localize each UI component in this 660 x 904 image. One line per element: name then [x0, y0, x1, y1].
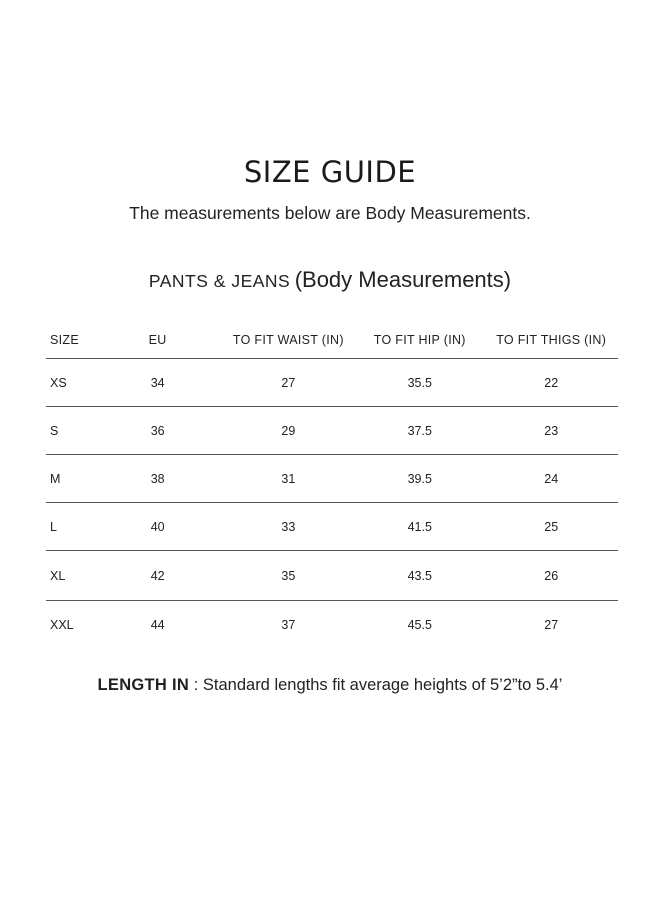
column-header-waist: TO FIT WAIST (IN)	[222, 322, 356, 359]
column-header-eu: EU	[94, 322, 222, 359]
table-row	[46, 551, 618, 601]
cell-size: M	[46, 455, 94, 503]
cell-thighs: 26	[484, 551, 618, 601]
cell-size: L	[46, 503, 94, 551]
cell-size: XXL	[50, 617, 74, 632]
length-note-label: LENGTH IN	[97, 676, 190, 694]
cell-waist: 27	[222, 359, 356, 407]
table-row	[46, 503, 618, 551]
column-header-thighs: TO FIT THIGS (IN)	[484, 322, 618, 359]
cell-thighs: 22	[484, 359, 618, 407]
cell-eu: 40	[94, 503, 222, 551]
cell-waist: 35	[222, 551, 356, 601]
table-row	[46, 601, 618, 649]
cell-hip: 35.5	[355, 359, 484, 407]
cell-hip: 41.5	[355, 503, 484, 551]
cell-waist: 33	[222, 503, 356, 551]
cell-size: S	[46, 407, 94, 455]
cell-hip: 39.5	[355, 455, 484, 503]
cell-eu: 34	[94, 359, 222, 407]
cell-size: XS	[46, 359, 94, 407]
cell-hip: 37.5	[355, 407, 484, 455]
table-header-row	[46, 322, 618, 359]
length-note	[0, 672, 660, 698]
column-header-size: SIZE	[46, 322, 94, 359]
cell-hip: 45.5	[407, 617, 432, 632]
size-table	[46, 322, 618, 649]
section-title	[0, 264, 660, 299]
cell-eu: 42	[94, 551, 222, 601]
table-row	[46, 359, 618, 407]
length-note-text: : Standard lengths fit average heights of 5’2”to 5.4’	[189, 676, 563, 694]
cell-thighs: 23	[484, 407, 618, 455]
table-row	[46, 455, 618, 503]
cell-eu: 36	[94, 407, 222, 455]
cell-thighs: 24	[484, 455, 618, 503]
cell-thighs: 25	[484, 503, 618, 551]
page-subtitle: The measurements below are Body Measurements.	[129, 203, 531, 223]
cell-waist: 29	[222, 407, 356, 455]
table-row	[46, 407, 618, 455]
section-title-caps: PANTS & JEANS	[148, 271, 291, 291]
cell-waist: 37	[281, 617, 296, 632]
section-title-paren: (Body Measurements)	[294, 267, 512, 292]
cell-size: XL	[46, 551, 94, 601]
page-title: SIZE GUIDE	[243, 155, 417, 189]
cell-hip: 43.5	[355, 551, 484, 601]
cell-eu: 44	[150, 617, 165, 632]
column-header-hip: TO FIT HIP (IN)	[355, 322, 484, 359]
cell-eu: 38	[94, 455, 222, 503]
cell-waist: 31	[222, 455, 356, 503]
cell-thighs: 27	[544, 617, 559, 632]
